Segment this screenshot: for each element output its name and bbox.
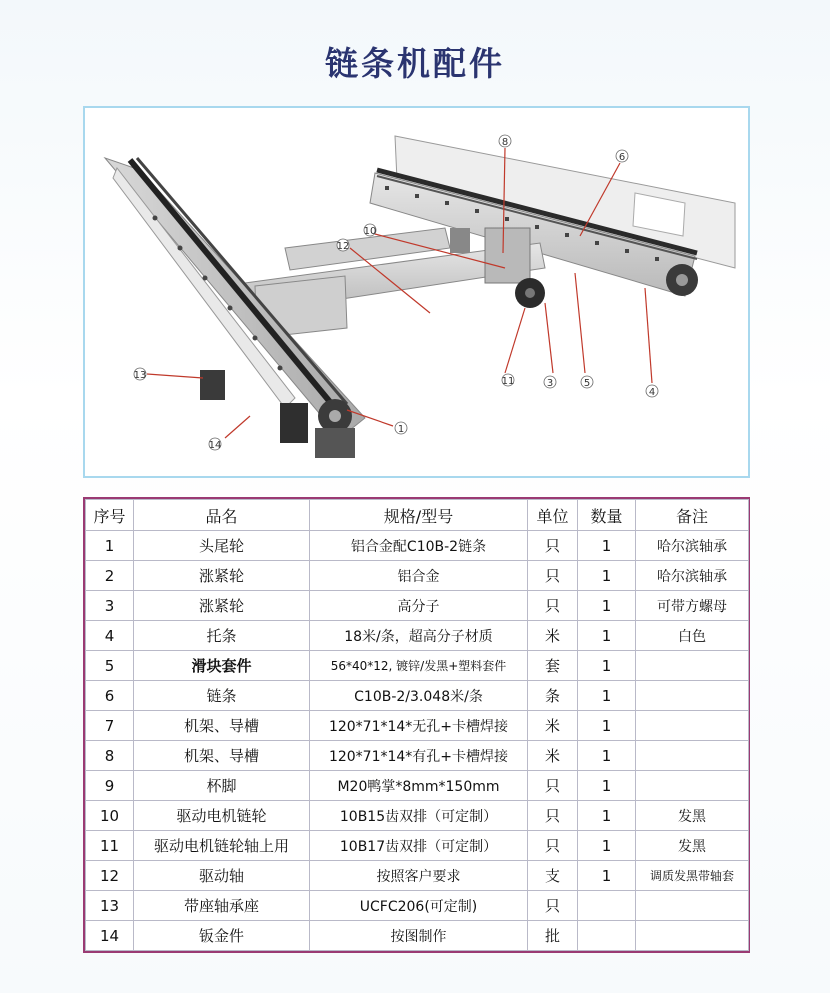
page-title: 链条机配件	[325, 44, 505, 83]
cell-note: 发黑	[636, 801, 749, 831]
table-row	[86, 711, 749, 741]
cell-spec: C10B-2/3.048米/条	[310, 681, 528, 711]
cell-no: 7	[86, 711, 134, 741]
callout-12: 12	[336, 241, 350, 252]
cell-unit: 套	[528, 651, 578, 681]
cell-name: 杯脚	[134, 771, 310, 801]
cell-note	[636, 741, 749, 771]
cell-spec: 18米/条，超高分子材质	[310, 621, 528, 651]
cell-name: 机架、导槽	[134, 741, 310, 771]
cell-qty: 1	[578, 861, 636, 891]
cell-name: 托条	[134, 621, 310, 651]
table-row	[86, 651, 749, 681]
cell-qty: 1	[578, 741, 636, 771]
cell-spec: 10B15齿双排（可定制）	[310, 801, 528, 831]
cell-spec: 铝合金	[310, 561, 528, 591]
cell-no: 10	[86, 801, 134, 831]
callout-6: 6	[618, 152, 626, 163]
parts-table	[83, 497, 750, 953]
cell-qty: 1	[578, 801, 636, 831]
cell-no: 13	[86, 891, 134, 921]
cell-spec: M20鸭掌*8mm*150mm	[310, 771, 528, 801]
cell-no: 12	[86, 861, 134, 891]
cell-unit: 只	[528, 531, 578, 561]
table-row	[86, 921, 749, 951]
cell-note	[636, 921, 749, 951]
cell-unit: 只	[528, 831, 578, 861]
table-row	[86, 861, 749, 891]
table-row	[86, 891, 749, 921]
cell-unit: 只	[528, 801, 578, 831]
cell-spec: 按照客户要求	[310, 861, 528, 891]
cell-name: 驱动轴	[134, 861, 310, 891]
cell-name: 链条	[134, 681, 310, 711]
cell-unit: 米	[528, 621, 578, 651]
table-row	[86, 771, 749, 801]
callout-8: 8	[501, 137, 509, 148]
cell-no: 3	[86, 591, 134, 621]
cell-spec: 10B17齿双排（可定制）	[310, 831, 528, 861]
cell-name: 驱动电机链轮	[134, 801, 310, 831]
header-no: 序号	[86, 500, 134, 531]
cell-no: 6	[86, 681, 134, 711]
cell-note	[636, 771, 749, 801]
cell-spec: 高分子	[310, 591, 528, 621]
cell-unit: 米	[528, 711, 578, 741]
cell-name: 头尾轮	[134, 531, 310, 561]
table-row	[86, 801, 749, 831]
cell-note: 可带方螺母	[636, 591, 749, 621]
callout-10: 10	[363, 226, 377, 237]
cell-spec: 铝合金配C10B-2链条	[310, 531, 528, 561]
callout-11: 11	[501, 376, 515, 387]
cell-unit: 只	[528, 591, 578, 621]
cell-no: 1	[86, 531, 134, 561]
cell-note	[636, 681, 749, 711]
cell-qty: 1	[578, 561, 636, 591]
cell-qty: 1	[578, 651, 636, 681]
cell-note: 调质发黑带轴套	[636, 861, 749, 891]
cell-name: 滑块套件	[134, 651, 310, 681]
cell-qty	[578, 891, 636, 921]
callout-5: 5	[583, 378, 591, 389]
cell-note	[636, 891, 749, 921]
cell-unit: 条	[528, 681, 578, 711]
cell-qty: 1	[578, 711, 636, 741]
cell-unit: 支	[528, 861, 578, 891]
callout-1: 1	[397, 424, 405, 435]
cell-note: 白色	[636, 621, 749, 651]
table-row	[86, 831, 749, 861]
cell-name: 涨紧轮	[134, 591, 310, 621]
cell-qty: 1	[578, 531, 636, 561]
cell-spec: 120*71*14*无孔+卡槽焊接	[310, 711, 528, 741]
cell-no: 8	[86, 741, 134, 771]
cell-name: 驱动电机链轮轴上用	[134, 831, 310, 861]
product-photo	[83, 106, 750, 478]
cell-spec: 56*40*12, 镀锌/发黑+塑料套件	[310, 651, 528, 681]
cell-no: 2	[86, 561, 134, 591]
cell-qty: 1	[578, 591, 636, 621]
cell-name: 机架、导槽	[134, 711, 310, 741]
table-row	[86, 531, 749, 561]
table-header-row	[86, 500, 749, 531]
callout-14: 14	[208, 440, 222, 451]
cell-name: 带座轴承座	[134, 891, 310, 921]
callout-3: 3	[546, 378, 554, 389]
header-unit: 单位	[528, 500, 578, 531]
cell-spec: UCFC206(可定制)	[310, 891, 528, 921]
cell-no: 4	[86, 621, 134, 651]
cell-unit: 批	[528, 921, 578, 951]
cell-qty: 1	[578, 621, 636, 651]
cell-no: 9	[86, 771, 134, 801]
table-row	[86, 621, 749, 651]
cell-spec: 按图制作	[310, 921, 528, 951]
header-spec: 规格/型号	[310, 500, 528, 531]
cell-qty: 1	[578, 831, 636, 861]
cell-note	[636, 651, 749, 681]
cell-no: 14	[86, 921, 134, 951]
table-row	[86, 561, 749, 591]
cell-note: 发黑	[636, 831, 749, 861]
header-name: 品名	[134, 500, 310, 531]
cell-note: 哈尔滨轴承	[636, 531, 749, 561]
callout-4: 4	[648, 387, 656, 398]
cell-name: 钣金件	[134, 921, 310, 951]
cell-note	[636, 711, 749, 741]
header-note: 备注	[636, 500, 749, 531]
parts-spec-table	[85, 499, 749, 951]
table-row	[86, 741, 749, 771]
cell-no: 11	[86, 831, 134, 861]
table-row	[86, 681, 749, 711]
callout-13: 13	[133, 370, 147, 381]
cell-name: 涨紧轮	[134, 561, 310, 591]
cell-unit: 米	[528, 741, 578, 771]
header-qty: 数量	[578, 500, 636, 531]
cell-qty	[578, 921, 636, 951]
cell-unit: 只	[528, 561, 578, 591]
cell-note: 哈尔滨轴承	[636, 561, 749, 591]
bearing-block	[280, 403, 308, 443]
cell-unit: 只	[528, 891, 578, 921]
cell-spec: 120*71*14*有孔+卡槽焊接	[310, 741, 528, 771]
cell-qty: 1	[578, 681, 636, 711]
cell-qty: 1	[578, 771, 636, 801]
cell-no: 5	[86, 651, 134, 681]
table-row	[86, 591, 749, 621]
conveyor-illustration	[85, 108, 748, 476]
cell-unit: 只	[528, 771, 578, 801]
